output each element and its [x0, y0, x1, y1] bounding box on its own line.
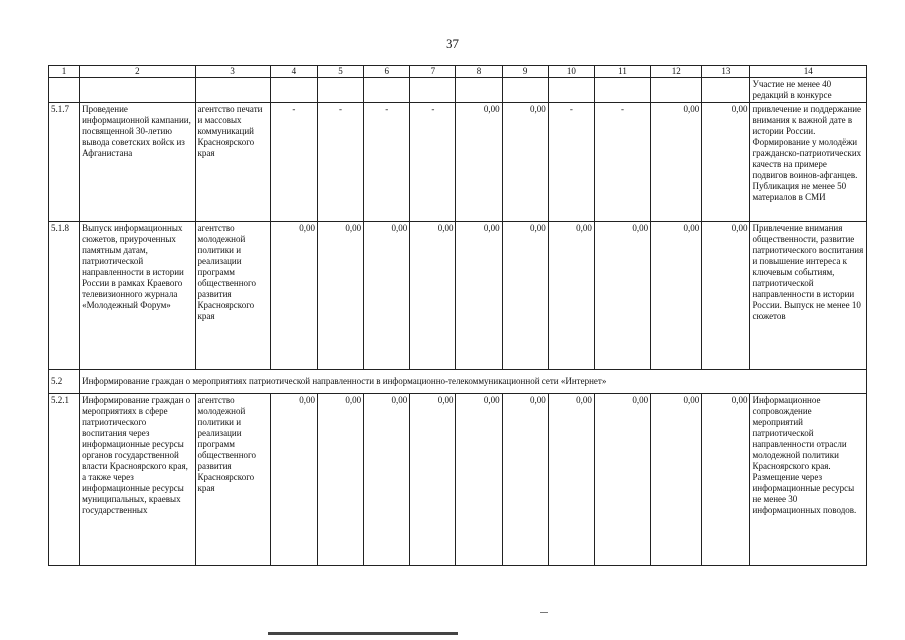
value-cell: -	[317, 103, 363, 222]
value-cell: 0,00	[548, 222, 594, 370]
value-cell: 0,00	[270, 394, 317, 566]
value-cell: 0,00	[456, 222, 502, 370]
executor: агентство молодежной политики и реализации программ общественного развития Красноярского края	[195, 222, 270, 370]
value-cell: 0,00	[456, 103, 502, 222]
value-cell: -	[548, 103, 594, 222]
item-code: 5.2.1	[49, 394, 80, 566]
header-cell: 5	[317, 66, 363, 78]
header-cell: 10	[548, 66, 594, 78]
table-row-5-2-1	[49, 394, 867, 566]
empty-cell	[80, 78, 195, 103]
value-cell: 0,00	[651, 222, 702, 370]
value-cell: 0,00	[317, 222, 363, 370]
measures-table	[48, 65, 867, 566]
header-cell: 14	[750, 66, 867, 78]
value-cell: 0,00	[502, 222, 548, 370]
value-cell: 0,00	[502, 394, 548, 566]
header-cell: 13	[702, 66, 750, 78]
value-cell: 0,00	[410, 222, 456, 370]
empty-cell	[548, 78, 594, 103]
result-cell: привлечение и поддержание внимания к важной дате в истории России. Формирование у молодёжи гражданско-патриотических качеств на примере подвигов воинов-афганцев. Публикация не менее 50 материалов в СМИ	[750, 103, 867, 222]
measure-name: Проведение информационной кампании, посвященной 30-летию вывода советских войск из Афганистана	[80, 103, 195, 222]
value-cell: -	[594, 103, 650, 222]
header-cell: 12	[651, 66, 702, 78]
header-cell: 2	[80, 66, 195, 78]
value-cell: 0,00	[502, 103, 548, 222]
header-cell: 7	[410, 66, 456, 78]
empty-cell	[651, 78, 702, 103]
table-row-5-1-7	[49, 103, 867, 222]
result-cell: Информационное сопровождение мероприятий патриотической направленности отрасли молодежной политики Красноярского края. Размещение через информационные ресурсы не менее 30 информационных поводов.	[750, 394, 867, 566]
empty-cell	[410, 78, 456, 103]
result-cell: Участие не менее 40 редакций в конкурсе	[750, 78, 867, 103]
header-cell: 9	[502, 66, 548, 78]
header-cell: 8	[456, 66, 502, 78]
empty-cell	[456, 78, 502, 103]
value-cell: -	[410, 103, 456, 222]
header-cell: 11	[594, 66, 650, 78]
value-cell: 0,00	[651, 394, 702, 566]
value-cell: 0,00	[317, 394, 363, 566]
empty-cell	[49, 78, 80, 103]
empty-cell	[702, 78, 750, 103]
value-cell: 0,00	[651, 103, 702, 222]
value-cell: 0,00	[456, 394, 502, 566]
header-cell: 1	[49, 66, 80, 78]
empty-cell	[195, 78, 270, 103]
empty-cell	[502, 78, 548, 103]
result-cell: Привлечение внимания общественности, развитие патриотического воспитания и повышение интереса к ключевым событиям, патриотической направленности в истории России. Выпуск не менее 10 сюжетов	[750, 222, 867, 370]
value-cell: 0,00	[364, 222, 410, 370]
measure-name: Выпуск информационных сюжетов, приуроченных памятным датам, патриотической направленности в истории России в рамках Краевого телевизионного журнала «Молодежный Форум»	[80, 222, 195, 370]
section-row-5-2	[49, 370, 867, 394]
value-cell: 0,00	[410, 394, 456, 566]
value-cell: 0,00	[594, 222, 650, 370]
value-cell: 0,00	[270, 222, 317, 370]
value-cell: -	[364, 103, 410, 222]
scan-mark	[540, 612, 548, 613]
empty-cell	[270, 78, 317, 103]
value-cell: 0,00	[594, 394, 650, 566]
empty-cell	[364, 78, 410, 103]
table-row-5-1-8	[49, 222, 867, 370]
header-row	[49, 66, 867, 78]
header-cell: 6	[364, 66, 410, 78]
measure-name: Информирование граждан о мероприятиях в сфере патриотического воспитания через информационные ресурсы органов государственной власти Красноярского края, а также через информационные ресурсы муниципальных, краевых государственных	[80, 394, 195, 566]
section-code: 5.2	[49, 370, 80, 394]
value-cell: 0,00	[548, 394, 594, 566]
executor: агентство печати и массовых коммуникаций Красноярского края	[195, 103, 270, 222]
empty-cell	[317, 78, 363, 103]
section-title: Информирование граждан о мероприятиях патриотической направленности в информационно-телекоммуникационной сети «Интернет»	[80, 370, 867, 394]
empty-cell	[594, 78, 650, 103]
item-code: 5.1.8	[49, 222, 80, 370]
header-cell: 4	[270, 66, 317, 78]
page-number: 37	[446, 36, 459, 51]
footer-rule	[268, 632, 458, 635]
continuation-row	[49, 78, 867, 103]
value-cell: 0,00	[702, 103, 750, 222]
item-code: 5.1.7	[49, 103, 80, 222]
value-cell: 0,00	[364, 394, 410, 566]
executor: агентство молодежной политики и реализации программ общественного развития Красноярского края	[195, 394, 270, 566]
header-cell: 3	[195, 66, 270, 78]
value-cell: -	[270, 103, 317, 222]
value-cell: 0,00	[702, 394, 750, 566]
value-cell: 0,00	[702, 222, 750, 370]
